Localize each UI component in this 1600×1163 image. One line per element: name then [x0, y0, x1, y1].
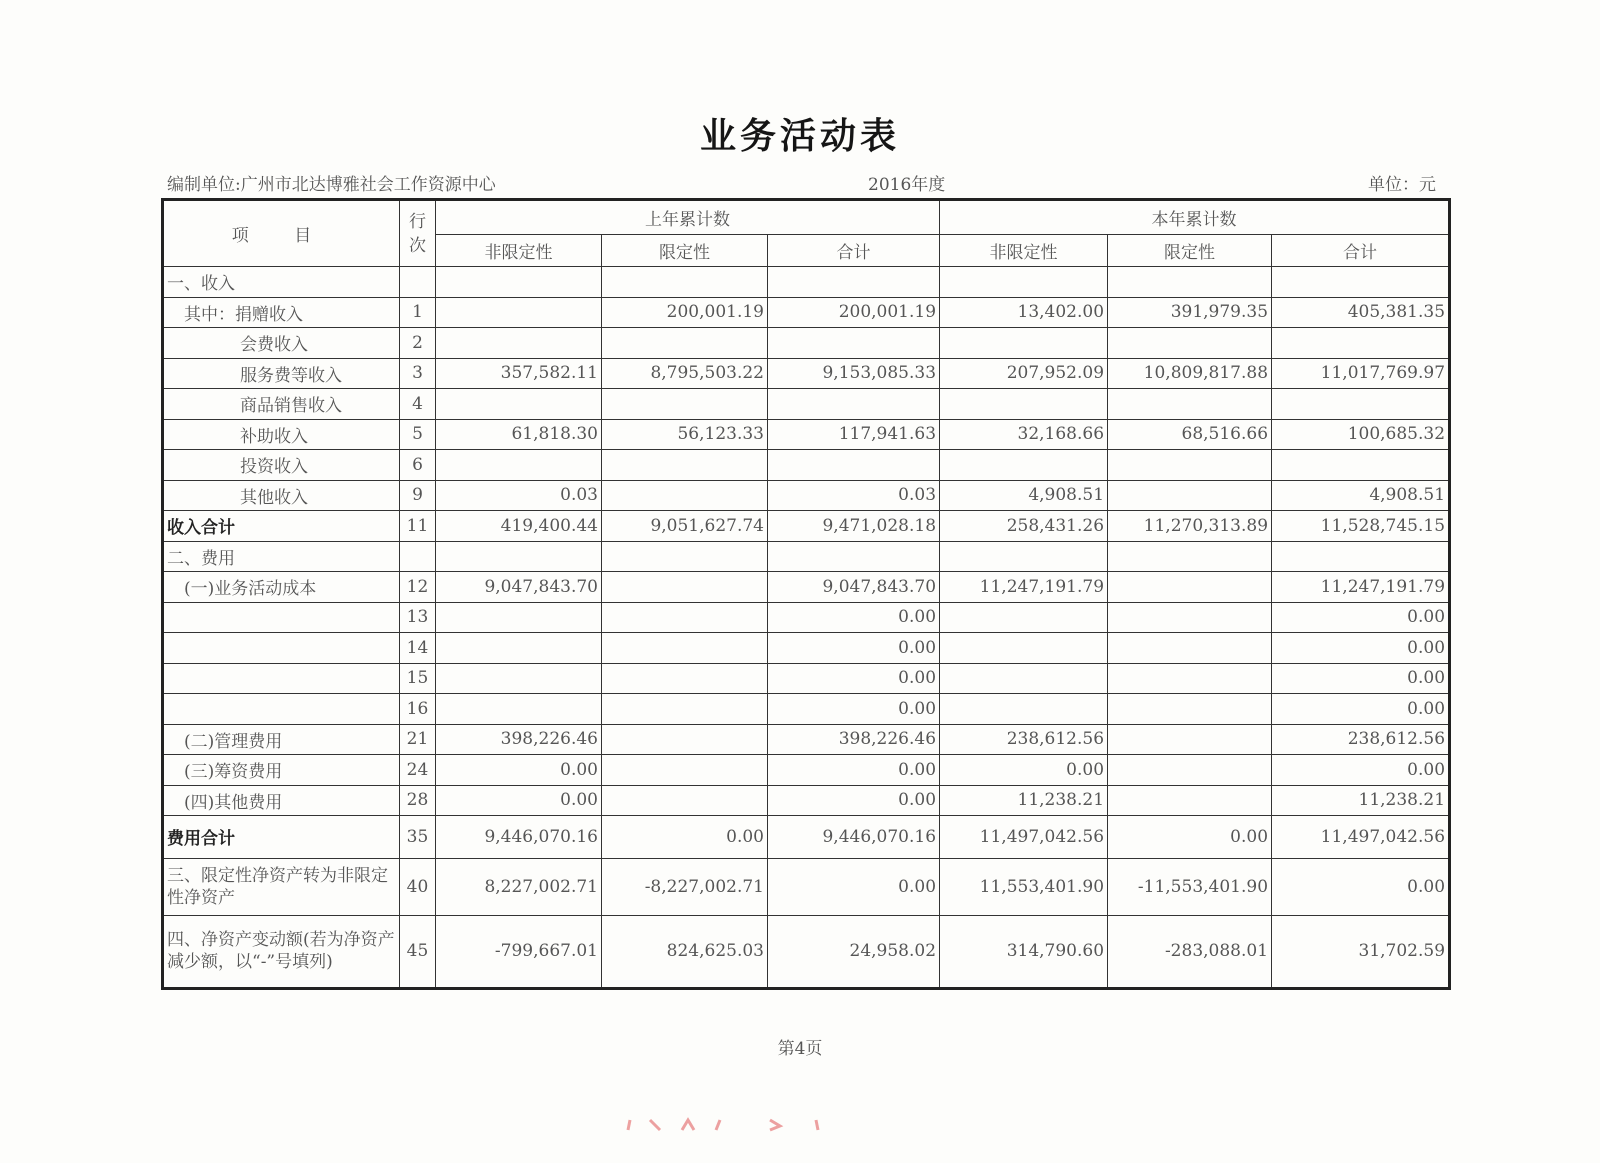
cell-prev-restricted: -8,227,002.71 — [602, 858, 768, 915]
cell-prev-unrestricted: 9,047,843.70 — [436, 572, 602, 603]
cell-prev-unrestricted: 357,582.11 — [436, 358, 602, 389]
row-line-no — [400, 541, 436, 572]
row-label: 二、费用 — [163, 541, 400, 572]
cell-curr-restricted — [1108, 633, 1272, 664]
row-label: (一)业务活动成本 — [163, 572, 400, 603]
cell-curr-total — [1272, 389, 1450, 420]
cell-curr-unrestricted — [940, 328, 1108, 359]
row-label — [163, 602, 400, 633]
cell-curr-restricted — [1108, 785, 1272, 816]
row-line-no: 5 — [400, 419, 436, 450]
cell-curr-unrestricted — [940, 389, 1108, 420]
header-curr-total: 合计 — [1272, 235, 1450, 267]
cell-curr-total: 31,702.59 — [1272, 915, 1450, 988]
cell-curr-restricted — [1108, 267, 1272, 298]
header-curr-restricted: 限定性 — [1108, 235, 1272, 267]
cell-prev-total: 0.00 — [768, 858, 940, 915]
cell-curr-total — [1272, 328, 1450, 359]
cell-prev-total — [768, 541, 940, 572]
cell-prev-unrestricted: 9,446,070.16 — [436, 816, 602, 859]
cell-curr-unrestricted: 314,790.60 — [940, 915, 1108, 988]
cell-prev-total: 0.00 — [768, 755, 940, 786]
cell-prev-unrestricted — [436, 694, 602, 725]
cell-curr-restricted — [1108, 755, 1272, 786]
row-line-no: 24 — [400, 755, 436, 786]
cell-curr-unrestricted: 258,431.26 — [940, 511, 1108, 542]
cell-curr-unrestricted — [940, 541, 1108, 572]
cell-prev-total — [768, 389, 940, 420]
row-label — [163, 633, 400, 664]
cell-prev-restricted — [602, 755, 768, 786]
cell-prev-restricted — [602, 328, 768, 359]
cell-prev-total — [768, 267, 940, 298]
cell-curr-unrestricted: 11,247,191.79 — [940, 572, 1108, 603]
cell-prev-unrestricted: -799,667.01 — [436, 915, 602, 988]
cell-curr-restricted — [1108, 724, 1272, 755]
cell-curr-restricted — [1108, 541, 1272, 572]
cell-curr-restricted — [1108, 389, 1272, 420]
cell-prev-total: 24,958.02 — [768, 915, 940, 988]
cell-prev-total: 9,446,070.16 — [768, 816, 940, 859]
table-row — [163, 267, 1450, 298]
cell-prev-restricted — [602, 480, 768, 511]
row-label: (二)管理费用 — [163, 724, 400, 755]
cell-prev-total: 0.00 — [768, 602, 940, 633]
row-line-no: 11 — [400, 511, 436, 542]
row-line-no: 6 — [400, 450, 436, 481]
table-row — [163, 785, 1450, 816]
cell-curr-total: 11,017,769.97 — [1272, 358, 1450, 389]
table-row — [163, 602, 1450, 633]
cell-prev-unrestricted — [436, 267, 602, 298]
cell-curr-total: 4,908.51 — [1272, 480, 1450, 511]
cell-curr-unrestricted — [940, 694, 1108, 725]
cell-prev-total: 0.00 — [768, 785, 940, 816]
cell-curr-restricted — [1108, 663, 1272, 694]
cell-prev-total — [768, 328, 940, 359]
cell-prev-restricted — [602, 541, 768, 572]
table-row — [163, 389, 1450, 420]
row-line-no: 13 — [400, 602, 436, 633]
cell-curr-total: 11,247,191.79 — [1272, 572, 1450, 603]
cell-curr-unrestricted: 11,497,042.56 — [940, 816, 1108, 859]
row-label: 三、限定性净资产转为非限定性净资产 — [163, 858, 400, 915]
cell-prev-unrestricted: 0.03 — [436, 480, 602, 511]
cell-curr-restricted — [1108, 602, 1272, 633]
cell-prev-total: 0.03 — [768, 480, 940, 511]
cell-curr-restricted: 68,516.66 — [1108, 419, 1272, 450]
report-year: 2016年度 — [868, 175, 946, 195]
cell-curr-unrestricted: 0.00 — [940, 755, 1108, 786]
row-line-no: 45 — [400, 915, 436, 988]
cell-prev-restricted: 0.00 — [602, 816, 768, 859]
cell-prev-restricted — [602, 694, 768, 725]
table-row-total — [163, 511, 1450, 542]
row-label: 服务费等收入 — [163, 358, 400, 389]
cell-prev-unrestricted — [436, 389, 602, 420]
cell-prev-unrestricted: 61,818.30 — [436, 419, 602, 450]
row-label: 商品销售收入 — [163, 389, 400, 420]
row-label: 其中：捐赠收入 — [163, 297, 400, 328]
row-label: 收入合计 — [163, 511, 400, 542]
cell-curr-restricted — [1108, 694, 1272, 725]
cell-prev-total: 9,153,085.33 — [768, 358, 940, 389]
header-curr-unrestricted: 非限定性 — [940, 235, 1108, 267]
cell-prev-restricted — [602, 724, 768, 755]
table-row — [163, 663, 1450, 694]
header-curr-year: 本年累计数 — [940, 200, 1450, 235]
red-stamp-fragment — [620, 1116, 840, 1132]
cell-prev-restricted — [602, 785, 768, 816]
row-label: (四)其他费用 — [163, 785, 400, 816]
cell-curr-unrestricted — [940, 450, 1108, 481]
cell-prev-restricted — [602, 663, 768, 694]
cell-prev-restricted: 9,051,627.74 — [602, 511, 768, 542]
cell-prev-unrestricted: 419,400.44 — [436, 511, 602, 542]
table-row — [163, 755, 1450, 786]
row-label: 补助收入 — [163, 419, 400, 450]
cell-curr-unrestricted — [940, 602, 1108, 633]
row-line-no: 15 — [400, 663, 436, 694]
table-row-total — [163, 816, 1450, 859]
row-line-no: 16 — [400, 694, 436, 725]
cell-curr-unrestricted: 13,402.00 — [940, 297, 1108, 328]
cell-prev-restricted: 56,123.33 — [602, 419, 768, 450]
row-line-no: 28 — [400, 785, 436, 816]
table-row — [163, 419, 1450, 450]
table-row — [163, 297, 1450, 328]
cell-prev-total: 0.00 — [768, 694, 940, 725]
cell-prev-total: 9,047,843.70 — [768, 572, 940, 603]
cell-prev-restricted: 8,795,503.22 — [602, 358, 768, 389]
cell-prev-total: 117,941.63 — [768, 419, 940, 450]
cell-prev-restricted: 200,001.19 — [602, 297, 768, 328]
row-label: (三)筹资费用 — [163, 755, 400, 786]
cell-curr-restricted — [1108, 480, 1272, 511]
cell-prev-unrestricted — [436, 663, 602, 694]
cell-curr-total: 11,528,745.15 — [1272, 511, 1450, 542]
header-item: 项 目 — [163, 200, 400, 267]
row-line-no: 35 — [400, 816, 436, 859]
table-row — [163, 480, 1450, 511]
cell-curr-restricted — [1108, 328, 1272, 359]
cell-prev-unrestricted — [436, 541, 602, 572]
cell-curr-restricted: 391,979.35 — [1108, 297, 1272, 328]
header-prev-total: 合计 — [768, 235, 940, 267]
row-line-no — [400, 267, 436, 298]
cell-curr-restricted: 0.00 — [1108, 816, 1272, 859]
currency-unit: 单位：元 — [1368, 175, 1436, 195]
cell-curr-total — [1272, 541, 1450, 572]
cell-curr-unrestricted — [940, 633, 1108, 664]
cell-curr-unrestricted: 238,612.56 — [940, 724, 1108, 755]
cell-prev-restricted — [602, 267, 768, 298]
table-row — [163, 724, 1450, 755]
row-label — [163, 663, 400, 694]
cell-prev-total: 0.00 — [768, 633, 940, 664]
cell-curr-total: 0.00 — [1272, 694, 1450, 725]
cell-curr-total: 405,381.35 — [1272, 297, 1450, 328]
cell-prev-unrestricted: 0.00 — [436, 755, 602, 786]
row-line-no: 21 — [400, 724, 436, 755]
cell-curr-total: 0.00 — [1272, 858, 1450, 915]
table-row — [163, 541, 1450, 572]
cell-prev-total — [768, 450, 940, 481]
cell-prev-restricted — [602, 602, 768, 633]
cell-prev-total: 9,471,028.18 — [768, 511, 940, 542]
cell-prev-unrestricted — [436, 297, 602, 328]
table-row — [163, 694, 1450, 725]
row-line-no: 9 — [400, 480, 436, 511]
cell-curr-restricted: -283,088.01 — [1108, 915, 1272, 988]
cell-curr-total: 238,612.56 — [1272, 724, 1450, 755]
cell-curr-total: 0.00 — [1272, 633, 1450, 664]
cell-curr-restricted: 11,270,313.89 — [1108, 511, 1272, 542]
cell-prev-unrestricted: 398,226.46 — [436, 724, 602, 755]
page-number: 第4页 — [777, 1039, 823, 1059]
row-label — [163, 694, 400, 725]
cell-prev-total: 398,226.46 — [768, 724, 940, 755]
row-line-no: 14 — [400, 633, 436, 664]
header-prev-year: 上年累计数 — [436, 200, 940, 235]
cell-curr-unrestricted: 4,908.51 — [940, 480, 1108, 511]
row-line-no: 4 — [400, 389, 436, 420]
table-row — [163, 915, 1450, 988]
compiling-unit: 编制单位:广州市北达博雅社会工作资源中心 — [167, 175, 496, 195]
cell-curr-unrestricted — [940, 663, 1108, 694]
row-label: 一、收入 — [163, 267, 400, 298]
cell-prev-unrestricted — [436, 602, 602, 633]
cell-curr-restricted: -11,553,401.90 — [1108, 858, 1272, 915]
table-row — [163, 572, 1450, 603]
cell-prev-total: 0.00 — [768, 663, 940, 694]
cell-prev-unrestricted — [436, 450, 602, 481]
row-line-no: 1 — [400, 297, 436, 328]
cell-prev-restricted — [602, 572, 768, 603]
header-line-no: 行次 — [400, 200, 436, 267]
cell-prev-restricted — [602, 389, 768, 420]
row-line-no: 12 — [400, 572, 436, 603]
row-label: 四、净资产变动额(若为净资产减少额，以“-”号填列) — [163, 915, 400, 988]
table-row — [163, 328, 1450, 359]
header-prev-restricted: 限定性 — [602, 235, 768, 267]
cell-prev-restricted — [602, 450, 768, 481]
cell-curr-total: 0.00 — [1272, 663, 1450, 694]
business-activity-table — [161, 198, 1451, 990]
row-label: 投资收入 — [163, 450, 400, 481]
row-line-no: 3 — [400, 358, 436, 389]
cell-prev-unrestricted: 0.00 — [436, 785, 602, 816]
row-line-no: 40 — [400, 858, 436, 915]
cell-curr-total: 11,497,042.56 — [1272, 816, 1450, 859]
cell-prev-total: 200,001.19 — [768, 297, 940, 328]
cell-curr-unrestricted: 207,952.09 — [940, 358, 1108, 389]
row-label: 其他收入 — [163, 480, 400, 511]
row-label: 会费收入 — [163, 328, 400, 359]
cell-curr-restricted — [1108, 450, 1272, 481]
report-title: 业务活动表 — [699, 115, 900, 157]
cell-curr-restricted — [1108, 572, 1272, 603]
cell-curr-unrestricted: 11,553,401.90 — [940, 858, 1108, 915]
table-row — [163, 450, 1450, 481]
cell-prev-unrestricted — [436, 328, 602, 359]
cell-prev-restricted: 824,625.03 — [602, 915, 768, 988]
cell-curr-total — [1272, 267, 1450, 298]
cell-curr-unrestricted — [940, 267, 1108, 298]
cell-curr-total — [1272, 450, 1450, 481]
header-prev-unrestricted: 非限定性 — [436, 235, 602, 267]
table-row — [163, 358, 1450, 389]
row-label: 费用合计 — [163, 816, 400, 859]
table-row — [163, 633, 1450, 664]
cell-prev-unrestricted — [436, 633, 602, 664]
row-line-no: 2 — [400, 328, 436, 359]
cell-prev-restricted — [602, 633, 768, 664]
cell-curr-unrestricted: 32,168.66 — [940, 419, 1108, 450]
cell-curr-total: 100,685.32 — [1272, 419, 1450, 450]
cell-curr-total: 0.00 — [1272, 755, 1450, 786]
cell-curr-restricted: 10,809,817.88 — [1108, 358, 1272, 389]
cell-curr-total: 11,238.21 — [1272, 785, 1450, 816]
table-row — [163, 858, 1450, 915]
cell-curr-total: 0.00 — [1272, 602, 1450, 633]
cell-prev-unrestricted: 8,227,002.71 — [436, 858, 602, 915]
cell-curr-unrestricted: 11,238.21 — [940, 785, 1108, 816]
